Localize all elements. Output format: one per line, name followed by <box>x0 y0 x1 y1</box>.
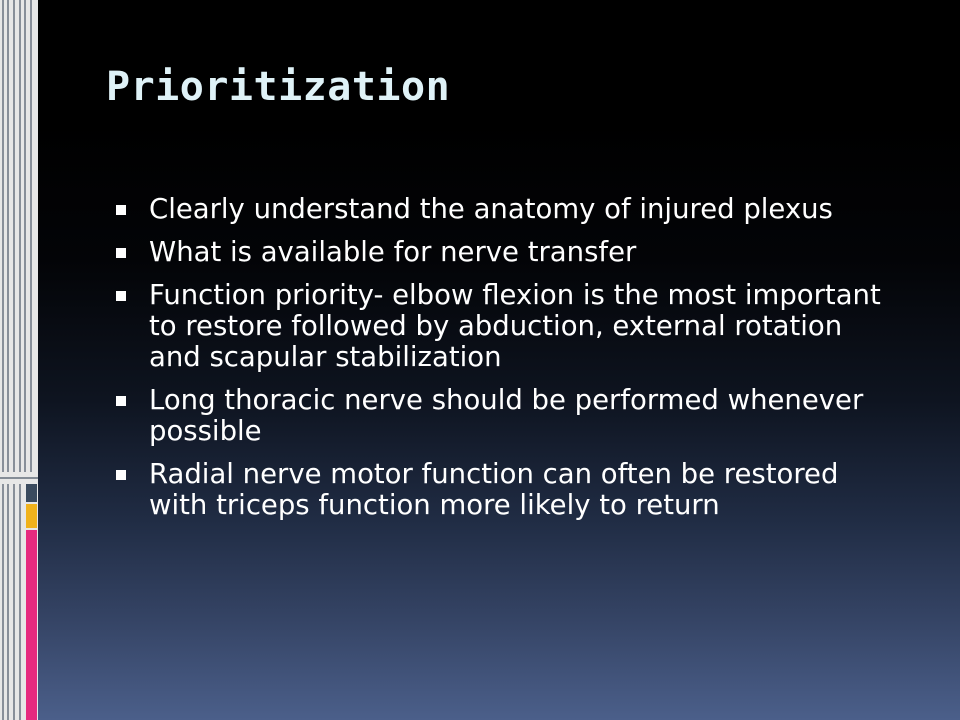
bullet-item <box>112 459 892 521</box>
square-bullet-icon <box>116 205 126 215</box>
square-bullet-icon <box>116 470 126 480</box>
bullet-text: Clearly understand the anatomy of injured plexus <box>149 193 833 225</box>
bullet-text: Long thoracic nerve should be performed whenever possible <box>149 384 864 447</box>
bullet-text: What is available for nerve transfer <box>149 236 637 268</box>
square-bullet-icon <box>116 248 126 258</box>
bullet-list <box>112 194 892 533</box>
square-bullet-icon <box>116 291 126 301</box>
accent-bar-orange <box>26 504 37 528</box>
accent-bar-gray <box>26 484 37 502</box>
bullet-item <box>112 194 892 225</box>
slide-title: Prioritization <box>106 64 451 110</box>
square-bullet-icon <box>116 396 126 406</box>
bullet-text: Function priority- elbow flexion is the most important to restore followed by abduction, external rotation and scapular stabilization <box>149 279 881 373</box>
slide-content <box>38 0 960 720</box>
bullet-text: Radial nerve motor function can often be restored with triceps function more likely to return <box>149 458 839 521</box>
vertical-lines-bottom <box>3 484 20 720</box>
accent-bar-pink <box>26 530 37 720</box>
vertical-lines-top <box>3 0 31 472</box>
bullet-item <box>112 237 892 268</box>
bullet-item <box>112 385 892 447</box>
bullet-item <box>112 280 892 373</box>
